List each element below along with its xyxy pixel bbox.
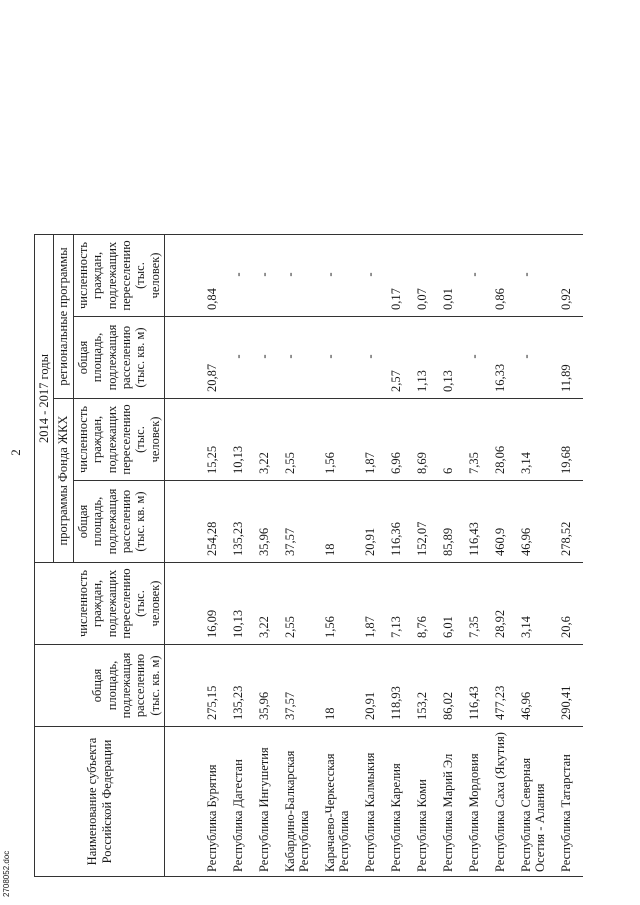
header-fund-people: численность граждан, подлежащих переселению (тыс. человек) <box>73 399 164 481</box>
cell-r-area: - <box>517 317 557 399</box>
table-row <box>203 235 229 877</box>
header-area: общая площадь, подлежащая расселению (тыс. кв. м) <box>35 645 165 727</box>
cell-r-area: 11,89 <box>557 317 583 399</box>
cell-r-people: - <box>255 235 281 317</box>
doc-id: 2708052.doc <box>2 850 11 897</box>
cell-f-area: 278,52 <box>557 481 583 563</box>
header-fund-area: общая площадь, подлежащая расселению (тыс. кв. м) <box>73 481 164 563</box>
cell-r-people: - <box>465 235 491 317</box>
cell-f-area: 18 <box>321 481 361 563</box>
cell-f-area: 35,96 <box>255 481 281 563</box>
cell-name: Республика Северная Осетия - Алания <box>517 727 557 877</box>
cell-area: 275,15 <box>203 645 229 727</box>
cell-name: Республика Саха (Якутия) <box>491 727 517 877</box>
cell-r-area: 16,33 <box>491 317 517 399</box>
cell-f-area: 460,9 <box>491 481 517 563</box>
table-body <box>165 235 584 877</box>
table-row <box>517 235 557 877</box>
header-regional-group: региональные программы <box>54 235 73 399</box>
cell-f-people: 8,69 <box>413 399 439 481</box>
header-people: численность граждан, подлежащих переселению (тыс. человек) <box>35 563 165 645</box>
header-period: 2014 - 2017 годы <box>35 235 54 563</box>
cell-area: 116,43 <box>465 645 491 727</box>
cell-f-people: 19,68 <box>557 399 583 481</box>
cell-r-area: - <box>229 317 255 399</box>
cell-area: 118,93 <box>387 645 413 727</box>
table-row <box>491 235 517 877</box>
cell-r-people: 0,17 <box>387 235 413 317</box>
cell-f-area: 254,28 <box>203 481 229 563</box>
cell-f-area: 37,57 <box>281 481 321 563</box>
cell-area: 18 <box>321 645 361 727</box>
cell-r-area: - <box>465 317 491 399</box>
cell-f-people: 28,06 <box>491 399 517 481</box>
cell-f-area: 20,91 <box>361 481 387 563</box>
cell-people: 20,6 <box>557 563 583 645</box>
table-row <box>413 235 439 877</box>
cell-f-people: 3,22 <box>255 399 281 481</box>
cell-people: 6,01 <box>439 563 465 645</box>
table-row <box>255 235 281 877</box>
cell-r-people: 0,86 <box>491 235 517 317</box>
cell-name: Республика Карелия <box>387 727 413 877</box>
cell-f-people: 3,14 <box>517 399 557 481</box>
housing-table <box>34 234 583 877</box>
cell-people: 1,56 <box>321 563 361 645</box>
cell-name: Карачаево-Черкесская Республика <box>321 727 361 877</box>
cell-area: 20,91 <box>361 645 387 727</box>
cell-name: Республика Дагестан <box>229 727 255 877</box>
cell-r-people: - <box>281 235 321 317</box>
cell-r-people: - <box>517 235 557 317</box>
cell-area: 290,41 <box>557 645 583 727</box>
cell-people: 7,35 <box>465 563 491 645</box>
cell-f-people: 15,25 <box>203 399 229 481</box>
cell-r-people: 0,01 <box>439 235 465 317</box>
cell-people: 1,87 <box>361 563 387 645</box>
cell-r-area: - <box>281 317 321 399</box>
cell-f-area: 152,07 <box>413 481 439 563</box>
header-name: Наименование субъекта Российской Федерации <box>35 727 165 877</box>
table-row <box>557 235 583 877</box>
cell-f-people: 1,56 <box>321 399 361 481</box>
cell-name: Республика Мордовия <box>465 727 491 877</box>
cell-r-people: - <box>361 235 387 317</box>
cell-area: 35,96 <box>255 645 281 727</box>
cell-people: 3,14 <box>517 563 557 645</box>
cell-name: Республика Марий Эл <box>439 727 465 877</box>
cell-area: 135,23 <box>229 645 255 727</box>
header-fund-group: программы Фонда ЖКХ <box>54 399 73 563</box>
cell-r-area: 20,87 <box>203 317 229 399</box>
cell-name: Республика Калмыкия <box>361 727 387 877</box>
cell-area: 477,23 <box>491 645 517 727</box>
cell-r-people: - <box>321 235 361 317</box>
cell-f-area: 116,43 <box>465 481 491 563</box>
cell-r-people: 0,84 <box>203 235 229 317</box>
cell-name: Республика Ингушетия <box>255 727 281 877</box>
cell-r-area: 2,57 <box>387 317 413 399</box>
cell-r-area: - <box>321 317 361 399</box>
page-number: 2 <box>8 449 23 456</box>
cell-name: Кабардино-Балкарская Республика <box>281 727 321 877</box>
cell-area: 86,02 <box>439 645 465 727</box>
cell-r-area: - <box>361 317 387 399</box>
header-regional-area: общая площадь, подлежащая расселению (тыс. кв. м) <box>73 317 164 399</box>
cell-name: Республика Коми <box>413 727 439 877</box>
cell-f-area: 46,96 <box>517 481 557 563</box>
cell-f-people: 10,13 <box>229 399 255 481</box>
cell-f-people: 6 <box>439 399 465 481</box>
cell-r-area: - <box>255 317 281 399</box>
cell-f-area: 85,89 <box>439 481 465 563</box>
cell-people: 8,76 <box>413 563 439 645</box>
cell-r-people: 0,92 <box>557 235 583 317</box>
cell-area: 153,2 <box>413 645 439 727</box>
cell-people: 3,22 <box>255 563 281 645</box>
cell-f-people: 6,96 <box>387 399 413 481</box>
table-row <box>361 235 387 877</box>
cell-people: 10,13 <box>229 563 255 645</box>
cell-name: Республика Татарстан <box>557 727 583 877</box>
table-row <box>439 235 465 877</box>
cell-people: 16,09 <box>203 563 229 645</box>
cell-area: 46,96 <box>517 645 557 727</box>
cell-people: 2,55 <box>281 563 321 645</box>
cell-name: Республика Бурятия <box>203 727 229 877</box>
cell-f-people: 7,35 <box>465 399 491 481</box>
cell-r-area: 1,13 <box>413 317 439 399</box>
cell-r-people: 0,07 <box>413 235 439 317</box>
cell-f-people: 2,55 <box>281 399 321 481</box>
cell-r-area: 0,13 <box>439 317 465 399</box>
cell-people: 28,92 <box>491 563 517 645</box>
header-regional-people: численность граждан, подлежащих переселению (тыс. человек) <box>73 235 164 317</box>
table-row <box>387 235 413 877</box>
cell-f-area: 116,36 <box>387 481 413 563</box>
table-row <box>281 235 321 877</box>
table-row <box>229 235 255 877</box>
cell-f-people: 1,87 <box>361 399 387 481</box>
cell-people: 7,13 <box>387 563 413 645</box>
cell-area: 37,57 <box>281 645 321 727</box>
table-row <box>465 235 491 877</box>
cell-f-area: 135,23 <box>229 481 255 563</box>
table-row <box>321 235 361 877</box>
cell-r-people: - <box>229 235 255 317</box>
